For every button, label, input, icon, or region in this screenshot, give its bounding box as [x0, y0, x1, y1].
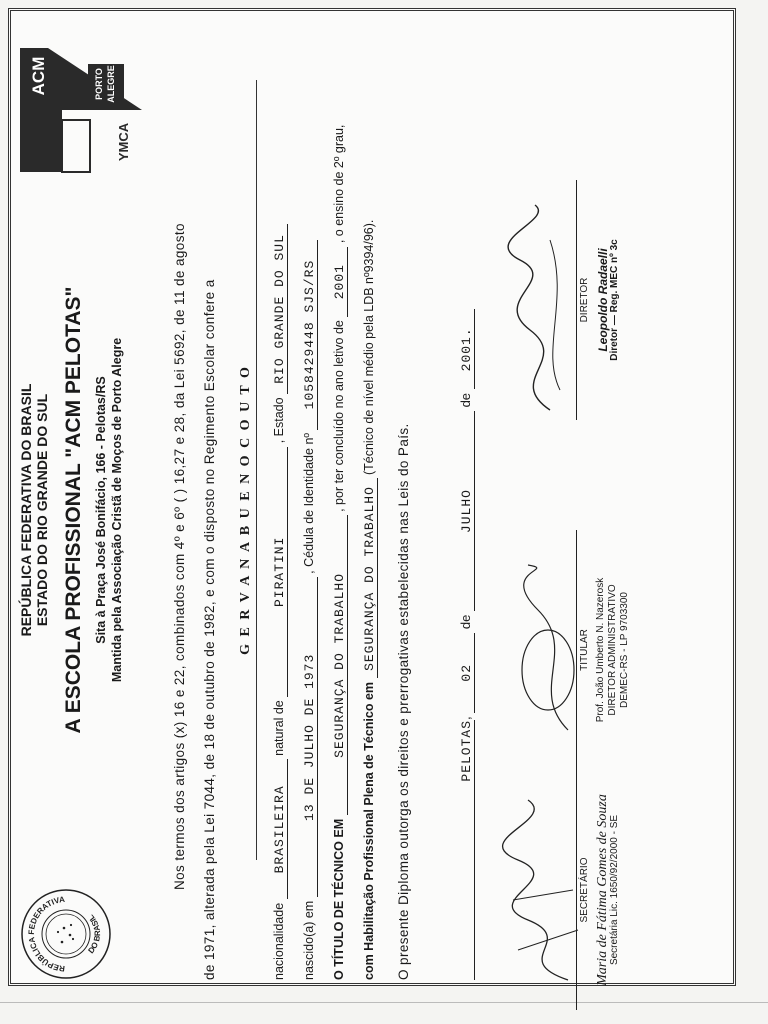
- header-country: REPÚBLICA FEDERATIVA DO BRASIL: [18, 383, 34, 637]
- born-label: nascido(a) em: [302, 900, 316, 980]
- director-block: [576, 180, 621, 420]
- state-label: , Estado: [272, 397, 286, 444]
- logo-alegre: ALEGRE: [106, 65, 116, 103]
- nationality-value: BRASILEIRA: [272, 759, 288, 899]
- row-nationality: [272, 40, 288, 980]
- holder-block: [576, 530, 631, 770]
- spacer-icon: [510, 330, 520, 340]
- secretary-name: Maria de Fátima Gomes de Souza: [595, 794, 610, 986]
- body-line-1: Nos termos dos artigos (x) 16 e 22, combinados com 4º e 6º ( ) 16,27 e 28, da Lei 5692, de 11 de agosto: [172, 223, 187, 890]
- date-year: 2001.: [459, 309, 475, 389]
- header-school: A ESCOLA PROFISSIONAL "ACM PELOTAS": [62, 286, 85, 734]
- nationality-label: nacionalidade: [272, 902, 286, 980]
- header-maintainer: Mantida pela Associação Cristã de Moços de Porto Alegre: [110, 337, 124, 683]
- id-label: , Cédula de Identidade nº: [302, 433, 316, 574]
- title-label: O TÍTULO DE TÉCNICO EM: [332, 818, 346, 980]
- natural-value: PIRATINI: [272, 447, 288, 697]
- admin-name: Prof. João Umberto N. Nazerosk: [595, 577, 606, 723]
- secretary-block: [576, 770, 621, 1010]
- seal-top-text: REPÚBLICA FEDERATIVA: [26, 894, 66, 974]
- director-title: DIRETOR: [579, 277, 590, 323]
- closing-text: O presente Diploma outorga os direitos e prerrogativas estabelecidas nas Leis do País.: [396, 423, 411, 980]
- habil-value: SEGURANÇA DO TRABALHO: [362, 479, 378, 679]
- body-line-2: de 1971, alterada pela Lei 7044, de 18 de outubro de 1982, e com o disposto no Regimento Escolar confere a: [202, 279, 217, 980]
- student-name: G E R V A N A B U E N O C O U T O: [238, 365, 253, 655]
- holder-title: TITULAR: [579, 629, 590, 671]
- seal-bottom-text: DO BRASIL: [86, 912, 103, 956]
- row-habilitation: [362, 40, 378, 980]
- habil-label: com Habilitação Profissional Plena de Técnico em: [362, 681, 376, 980]
- director-line: [576, 180, 577, 420]
- date-month: JULHO: [459, 411, 475, 611]
- secretary-signature-icon: [498, 790, 588, 990]
- born-value: 13 DE JULHO DE 1973: [302, 577, 318, 897]
- admin-role: DIRETOR ADMINISTRATIVO: [607, 584, 618, 716]
- header-state: ESTADO DO RIO GRANDE DO SUL: [34, 393, 50, 627]
- concluded-label: , por ter concluído no ano letivo de: [332, 320, 346, 512]
- holder-line: [576, 530, 577, 770]
- page-edge: [0, 1002, 768, 1003]
- date-city: PELOTAS: [459, 720, 475, 980]
- row-title: [332, 40, 348, 980]
- secretary-reg: Secretária Lic. 1650/92/2000 - SE: [609, 814, 620, 966]
- date-de-1: de: [458, 614, 473, 630]
- natural-label: natural de: [272, 700, 286, 756]
- director-stamp-name: Leopoldo Radaelli: [596, 248, 610, 352]
- admin-reg: DEMEC-RS - LP 9703300: [619, 592, 630, 708]
- year-value: 2001: [332, 247, 348, 317]
- logo-ymca: YMCA: [116, 122, 131, 162]
- date-de-2: de: [458, 392, 473, 408]
- name-underline: [256, 80, 257, 860]
- secretary-title: SECRETÁRIO: [579, 857, 590, 923]
- acm-logo-icon: [10, 40, 150, 180]
- logo-porto: PORTO: [94, 68, 104, 100]
- level-text: , o ensino de 2º grau,: [332, 124, 346, 244]
- director-signature-icon: [500, 200, 580, 420]
- header-address: Sita à Praça José Bonifácio, 166 - Pelotas/RS: [94, 376, 108, 644]
- secretary-line: [576, 770, 577, 1010]
- state-value: RIO GRANDE DO SUL: [272, 224, 288, 394]
- date-line: PELOTAS, 02 de JULHO de 2001.: [458, 40, 475, 980]
- title-value: SEGURANÇA DO TRABALHO: [332, 515, 348, 815]
- diploma-content: [10, 40, 694, 986]
- director-stamp-reg: Diretor — Reg. MEC nº 3c: [609, 239, 620, 361]
- logo-acm: ACM: [29, 56, 48, 96]
- id-value: 1058429448 SJS/RS: [302, 240, 318, 430]
- ldb-text: (Técnico de nível médio pela LDB nº9394/96).: [362, 219, 376, 476]
- row-birth: [302, 40, 318, 980]
- date-day: 02: [459, 633, 475, 713]
